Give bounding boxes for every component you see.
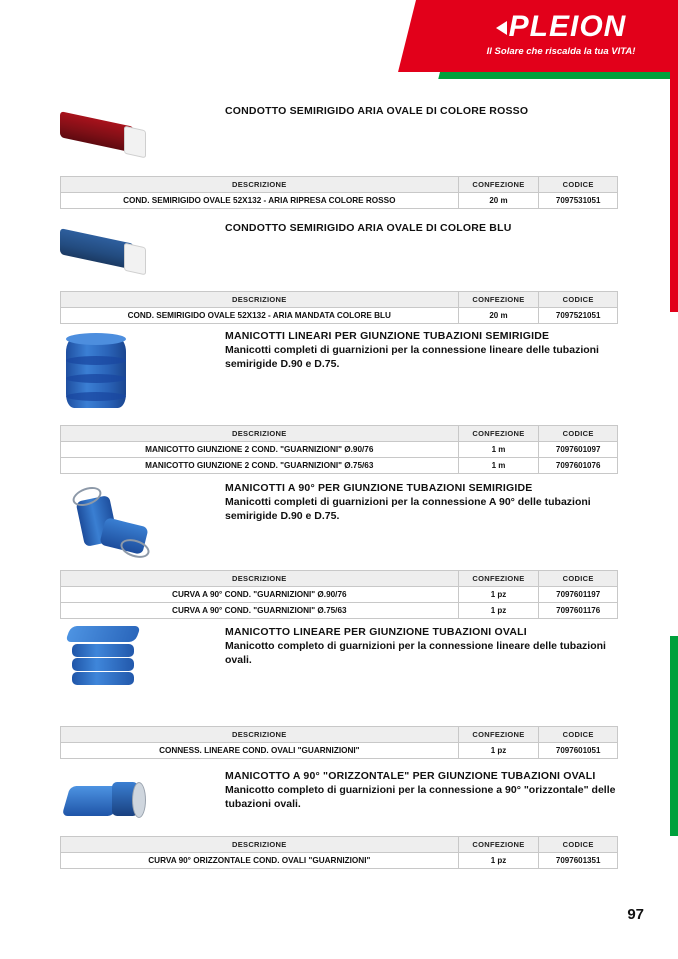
page-edge-red-bar: [670, 0, 678, 312]
cell-descrizione: CONNESS. LINEARE COND. OVALI "GUARNIZIONI": [61, 743, 459, 759]
column-header-confezione: CONFEZIONE: [458, 177, 539, 193]
cell-descrizione: COND. SEMIRIGIDO OVALE 52X132 - ARIA MANDATA COLORE BLU: [61, 308, 459, 324]
cell-codice: 7097601051: [539, 743, 618, 759]
product-heading-block: [225, 105, 625, 118]
blue-oval-linear-sleeve-image: [62, 626, 146, 690]
table-header-row: [61, 727, 618, 743]
column-header-confezione: CONFEZIONE: [458, 571, 539, 587]
column-header-codice: CODICE: [539, 292, 618, 308]
cell-confezione: 1 pz: [458, 603, 539, 619]
table-row: [61, 442, 618, 458]
cell-descrizione: CURVA 90° ORIZZONTALE COND. OVALI "GUARNIZIONI": [61, 853, 459, 869]
product-description: Manicotti completi di guarnizioni per la connessione lineare delle tubazioni semirigide D.90 e D.75.: [225, 344, 599, 370]
brand-logo-text: [456, 12, 666, 42]
column-header-descrizione: DESCRIZIONE: [61, 426, 459, 442]
banner-green-stripe: [430, 72, 678, 79]
table-row: [61, 458, 618, 474]
product-heading-block: [225, 626, 625, 667]
column-header-codice: CODICE: [539, 426, 618, 442]
cell-descrizione: MANICOTTO GIUNZIONE 2 COND. "GUARNIZIONI" Ø.75/63: [61, 458, 459, 474]
product-heading-block: [225, 222, 625, 235]
table-header-row: [61, 837, 618, 853]
cell-codice: 7097601097: [539, 442, 618, 458]
column-header-confezione: CONFEZIONE: [458, 727, 539, 743]
cell-confezione: 1 m: [458, 442, 539, 458]
column-header-descrizione: DESCRIZIONE: [61, 177, 459, 193]
column-header-confezione: CONFEZIONE: [458, 837, 539, 853]
green-stripe-slant-decoration: [418, 72, 440, 79]
product-title: MANICOTTO LINEARE PER GIUNZIONE TUBAZIONI OVALI: [225, 626, 527, 638]
product-heading-block: [225, 482, 625, 523]
cell-confezione: 1 pz: [458, 853, 539, 869]
cell-descrizione: MANICOTTO GIUNZIONE 2 COND. "GUARNIZIONI" Ø.90/76: [61, 442, 459, 458]
cell-descrizione: CURVA A 90° COND. "GUARNIZIONI" Ø.90/76: [61, 587, 459, 603]
cell-codice: 7097531051: [539, 193, 618, 209]
product-spec-table: [60, 836, 618, 869]
cell-descrizione: COND. SEMIRIGIDO OVALE 52X132 - ARIA RIPRESA COLORE ROSSO: [61, 193, 459, 209]
table-row: [61, 193, 618, 209]
cell-confezione: 1 m: [458, 458, 539, 474]
cell-codice: 7097601176: [539, 603, 618, 619]
arrow-icon: [496, 21, 507, 35]
table-header-row: [61, 426, 618, 442]
product-spec-table: [60, 425, 618, 474]
cell-codice: 7097601351: [539, 853, 618, 869]
brand-tagline: Il Solare che riscalda la tua VITA!: [486, 46, 636, 57]
product-description: Manicotto completo di guarnizioni per la connessione a 90° "orizzontale" delle tubazioni ovali.: [225, 784, 616, 810]
product-spec-table: [60, 570, 618, 619]
red-oval-duct-image: [60, 105, 156, 165]
table-row: [61, 603, 618, 619]
column-header-codice: CODICE: [539, 837, 618, 853]
blue-oval-duct-image: [60, 222, 156, 282]
column-header-descrizione: DESCRIZIONE: [61, 571, 459, 587]
blue-linear-sleeve-image: [62, 330, 130, 414]
brand-logo: [456, 12, 666, 57]
product-title: MANICOTTI LINEARI PER GIUNZIONE TUBAZIONI SEMIRIGIDE: [225, 330, 550, 342]
brand-name: PLEION: [508, 10, 627, 43]
product-description: Manicotto completo di guarnizioni per la connessione lineare delle tubazioni ovali.: [225, 640, 606, 666]
cell-codice: 7097601076: [539, 458, 618, 474]
product-title: CONDOTTO SEMIRIGIDO ARIA OVALE DI COLORE BLU: [225, 222, 512, 234]
banner-slant-decoration: [398, 0, 416, 72]
column-header-confezione: CONFEZIONE: [458, 426, 539, 442]
cell-codice: 7097521051: [539, 308, 618, 324]
column-header-descrizione: DESCRIZIONE: [61, 837, 459, 853]
cell-descrizione: CURVA A 90° COND. "GUARNIZIONI" Ø.75/63: [61, 603, 459, 619]
column-header-descrizione: DESCRIZIONE: [61, 727, 459, 743]
table-row: [61, 308, 618, 324]
product-description: Manicotti completi di guarnizioni per la connessione A 90° delle tubazioni semirigide D.90 e D.75.: [225, 496, 591, 522]
column-header-confezione: CONFEZIONE: [458, 292, 539, 308]
cell-confezione: 1 pz: [458, 743, 539, 759]
cell-confezione: 20 m: [458, 308, 539, 324]
table-header-row: [61, 571, 618, 587]
cell-codice: 7097601197: [539, 587, 618, 603]
cell-confezione: 1 pz: [458, 587, 539, 603]
blue-oval-horizontal-elbow-image: [62, 774, 148, 832]
product-heading-block: [225, 770, 625, 811]
column-header-codice: CODICE: [539, 727, 618, 743]
table-header-row: [61, 292, 618, 308]
column-header-descrizione: DESCRIZIONE: [61, 292, 459, 308]
column-header-codice: CODICE: [539, 177, 618, 193]
cell-confezione: 20 m: [458, 193, 539, 209]
column-header-codice: CODICE: [539, 571, 618, 587]
table-header-row: [61, 177, 618, 193]
product-title: MANICOTTO A 90° "ORIZZONTALE" PER GIUNZIONE TUBAZIONI OVALI: [225, 770, 596, 782]
page-edge-green-bar: [670, 636, 678, 836]
blue-90-degree-elbow-image: [58, 482, 154, 562]
product-spec-table: [60, 176, 618, 209]
table-row: [61, 587, 618, 603]
product-spec-table: [60, 726, 618, 759]
product-heading-block: [225, 330, 625, 371]
product-title: MANICOTTI A 90° PER GIUNZIONE TUBAZIONI SEMIRIGIDE: [225, 482, 533, 494]
product-title: CONDOTTO SEMIRIGIDO ARIA OVALE DI COLORE ROSSO: [225, 105, 529, 117]
table-row: [61, 853, 618, 869]
page-number: 97: [627, 906, 644, 923]
brand-banner: [398, 0, 678, 72]
product-spec-table: [60, 291, 618, 324]
table-row: [61, 743, 618, 759]
